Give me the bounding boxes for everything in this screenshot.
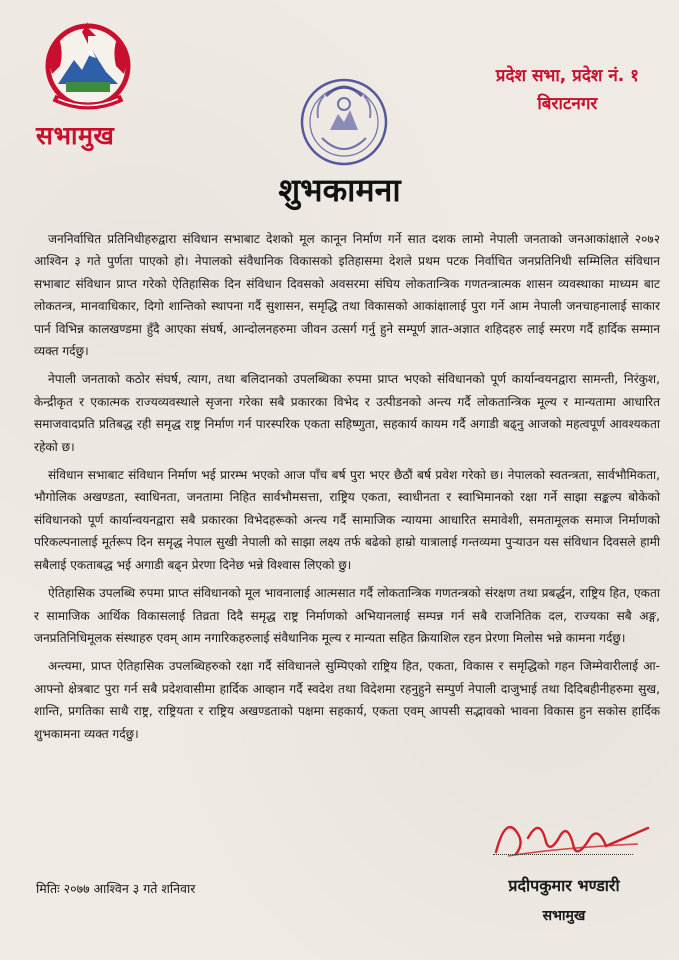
- office-title: सभामुख: [36, 121, 115, 150]
- assembly-address: [496, 62, 639, 118]
- signature-mark: [488, 808, 658, 868]
- letter-heading: शुभकामना: [278, 171, 401, 209]
- signature-line: [493, 848, 633, 855]
- assembly-city: बिराटनगर: [537, 94, 598, 114]
- assembly-name: प्रदेश सभा, प्रदेश नं. १: [495, 66, 639, 86]
- paragraph: अन्त्यमा, प्राप्त ऐतिहासिक उपलब्धिहरुको रक्षा गर्दै संविधानले सुम्पिएको राष्ट्रिय हित, एकता, विकास र समृद्धिको गहन जिम्मेवारीलाई आ-आफ्नो क्षेत्रबाट पुरा गर्न सबै प्रदेशवासीमा हार्दिक आव्हान गर्दै स्वदेश तथा विदेशमा रहनुहुने सम्पुर्ण नेपाली दाजुभाई तथा दिदिबहीनीहरुमा सुख, शान्ति, प्रगतिका साथै राष्ट्र, राष्ट्रियता र राष्ट्रिय अखण्डताको पक्षमा सहकार्य, एकता एवम् आपसी सद्भावको भावना विकास हुन सकोस हार्दिक शुभकामना व्यक्त गर्दछु।: [34, 659, 660, 741]
- paragraph: ऐतिहासिक उपलब्धि रुपमा प्राप्त संविधानको मूल भावनालाई आत्मसात गर्दै लोकतान्त्रिक गणतन्त्रको संरक्षण तथा प्रबर्द्धन, राष्ट्रिय हित, एकता र सामाजिक आर्थिक विकासलाई तिव्रता दिदै समृद्ध राष्ट्र निर्माणको अभियानलाई सम्पन्न गर्न सबै राजनितिक दल, राज्यका सबै अङ्ग, जनप्रतिनिधिमूलक संस्थाहरु एवम् आम नगारिकहरुलाई संवैधानिक मूल्य र मान्यता सहित क्रियाशिल रहन प्रेरणा मिलोस भन्ने कामना गर्दछु।: [34, 586, 660, 645]
- date-line: मितिः २०७७ आश्विन ३ गते शनिवार: [36, 881, 196, 896]
- signer-title: सभामुख: [542, 908, 586, 924]
- nepal-emblem-icon: [36, 14, 140, 118]
- paragraph: जननिर्वाचित प्रतिनिधीहरुद्वारा संविधान सभाबाट देशको मूल कानून निर्माण गर्ने सात दशक लामो नेपाली जनताको जनआकांक्षाले २०७२ आश्विन ३ गते पुर्णता पाएको हो। नेपालको संवैधानिक विकासको इतिहासमा देशले प्रथम पटक निर्वाचित जनप्रतिनिधी सम्मिलित संविधान सभाबाट संविधान प्राप्त गरेको ऐतिहासिक दिन संविधान दिवसको अवसरमा संघिय लोकतान्त्रिक गणतन्त्रात्मक शासन व्यवस्थाका माध्यम बाट लोकतन्त्र, मानवाधिकार, दिगो शान्तिको स्थापना गर्दै सुशासन, समृद्धि तथा विकासको आकांक्षालाई पुरा गर्ने आम नेपाली जनचाहनालाई साकार पार्न विभिन्न कालखण्डमा हुँदै आएका संघर्ष, आन्दोलनहरुमा जीवन उत्सर्ग गर्नु हुने सम्पूर्ण ज्ञात-अज्ञात शहिदहरु लाई स्मरण गर्दै हार्दिक सम्मान व्यक्त गर्दछु।: [34, 232, 660, 359]
- assembly-seal-icon: [296, 74, 392, 170]
- paragraph: संविधान सभाबाट संविधान निर्माण भई प्रारम्भ भएको आज पाँच बर्ष पुरा भएर छैठौं बर्ष प्रवेश गरेको छ। नेपालको स्वतन्त्रता, सार्वभौमिकता, भौगोलिक अखण्डता, स्वाधिनता, जनतामा निहित सार्वभौमसत्ता, राष्ट्रिय एकता, स्वाधीनता र स्वाभिमानको रक्षा गर्ने साझा सङ्कल्प बोकेको संविधानको पूर्ण कार्यान्वयनद्वारा सबै प्रकारका विभेदहरूको अन्त्य गर्दै सामाजिक न्यायमा आधारित समावेशी, समतामूलक समाज निर्माणको परिकल्पनालाई मूर्तरूप दिन समृद्ध नेपाल सुखी नेपाली को साझा लक्ष्य तर्फ बढेको हाम्रो यात्रालाई गन्तव्यमा पुर्‍याउन यस संविधान दिवसले हामी सबैलाई एकताबद्ध भई अगाडी बढ्न प्रेरणा दिनेछ भन्ने विश्वास लिएको छु।: [34, 468, 660, 572]
- signer-name: प्रदीपकुमार भण्डारी: [508, 876, 620, 895]
- paragraph: नेपाली जनताको कठोर संघर्ष, त्याग, तथा बलिदानको उपलब्धिका रुपमा प्राप्त भएको संविधानको पूर्ण कार्यान्वयनद्वारा सामन्ती, निरंकुश, केन्द्रीकृत र एकात्मक राज्यव्यवस्थाले सृजना गरेका सबै प्रकारका विभेद र उत्पीडनको अन्त्य गर्दै लोकतान्त्रिक मूल्य र मान्यतामा आधारित समाजवादप्रति प्रतिबद्ध रही समृद्ध राष्ट्र निर्माण गर्न पारस्परिक एकता सहिष्णुता, सहकार्य कायम गर्दै अगाडी बढ्नु आजको महत्वपूर्ण आवश्यकता रहेको छ।: [34, 372, 660, 454]
- letter-body: [34, 228, 660, 751]
